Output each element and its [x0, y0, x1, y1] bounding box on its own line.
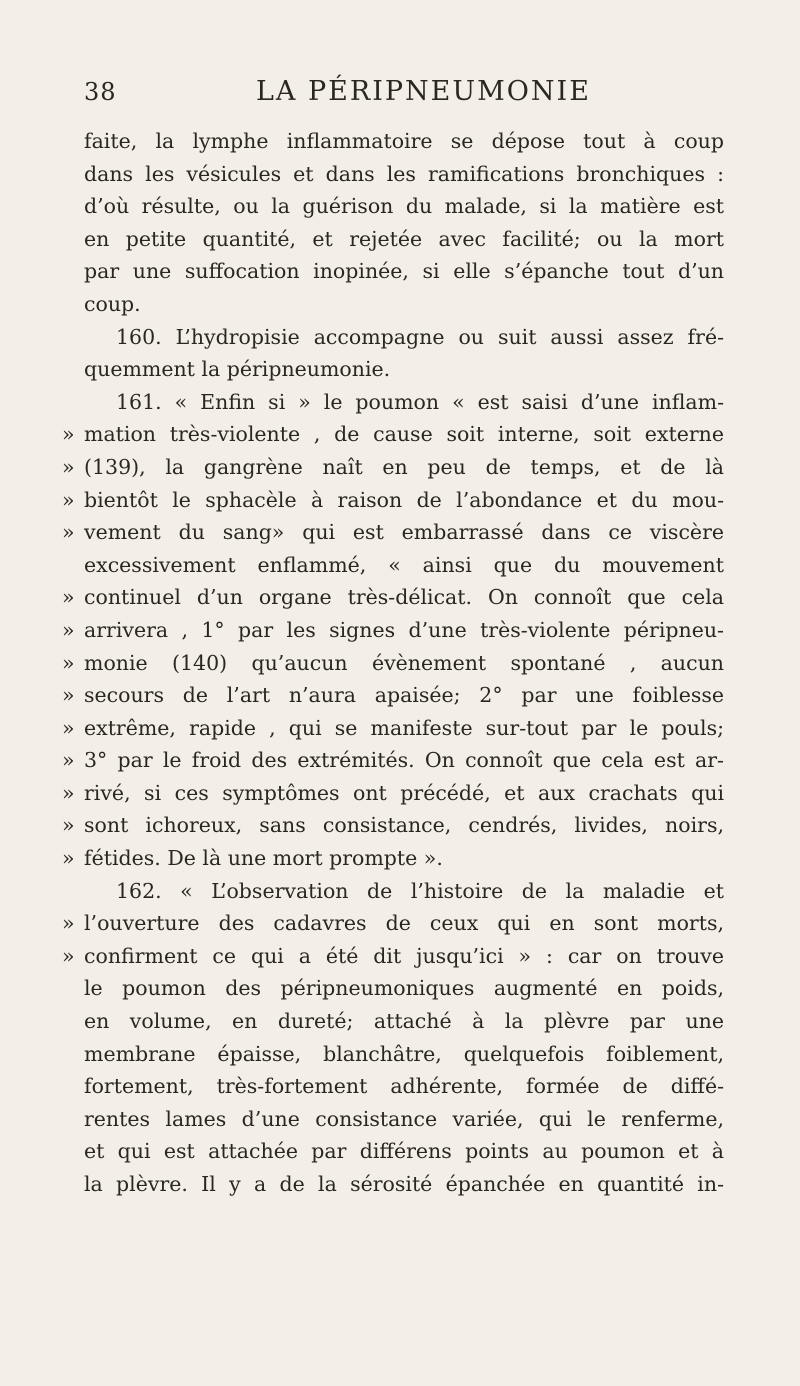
line-text: coup. — [84, 291, 141, 316]
text-line — [62, 809, 724, 842]
text-line — [84, 1070, 724, 1103]
page-header — [84, 78, 716, 118]
line-text: et qui est attachée par différens points au poumon et à — [84, 1139, 724, 1164]
text-line — [62, 907, 724, 940]
text-line — [62, 451, 724, 484]
text-line — [84, 1168, 724, 1201]
line-text: continuel d’un organe très-délicat. On connoît que cela — [84, 585, 724, 610]
line-text: 160. L’hydropisie accompagne ou suit aussi assez fré- — [116, 324, 724, 349]
quote-mark: » — [62, 422, 75, 447]
line-text: par une suffocation inopinée, si elle s’épanche tout d’un — [84, 259, 724, 284]
text-line — [62, 744, 724, 777]
quote-mark: » — [62, 585, 75, 610]
text-line — [62, 940, 724, 973]
quote-mark: » — [62, 487, 75, 512]
page-number: 38 — [84, 78, 117, 106]
text-line — [84, 875, 724, 908]
text-line — [62, 712, 724, 745]
text-line — [84, 353, 724, 386]
text-line — [62, 418, 724, 451]
text-line — [84, 1135, 724, 1168]
quote-mark: » — [62, 454, 75, 479]
quote-mark: » — [62, 846, 75, 871]
line-text: mation très-violente , de cause soit interne, soit externe — [84, 422, 724, 447]
text-line — [62, 842, 724, 875]
line-text: faite, la lymphe inflammatoire se dépose tout à coup — [84, 129, 724, 153]
quote-mark: » — [62, 617, 75, 642]
line-text: membrane épaisse, blanchâtre, quelquefois foiblement, — [84, 1041, 724, 1066]
text-line — [62, 581, 724, 614]
line-text: vement du sang» qui est embarrassé dans ce viscère — [84, 520, 724, 545]
text-line — [84, 1005, 724, 1038]
text-line — [62, 484, 724, 517]
line-text: monie (140) qu’aucun évènement spontané , aucun — [84, 650, 724, 675]
line-text: arrivera , 1° par les signes d’une très-violente péripneu- — [84, 617, 724, 642]
line-text: 161. « Enfin si » le poumon « est saisi d’une inflam- — [116, 389, 724, 414]
text-line — [84, 125, 724, 158]
line-text: rentes lames d’une consistance variée, qui le renferme, — [84, 1106, 724, 1131]
running-title: LA PÉRIPNEUMONIE — [256, 76, 591, 107]
quote-mark: » — [62, 813, 75, 838]
quote-mark: » — [62, 911, 75, 936]
line-text: sont ichoreux, sans consistance, cendrés, livides, noirs, — [84, 813, 724, 838]
text-line — [84, 158, 724, 191]
text-line — [84, 255, 724, 288]
text-line — [84, 972, 724, 1005]
line-text: extrême, rapide , qui se manifeste sur-tout par le pouls; — [84, 715, 724, 740]
text-line — [84, 321, 724, 354]
text-line — [62, 777, 724, 810]
quote-mark: » — [62, 943, 75, 968]
line-text: d’où résulte, ou la guérison du malade, si la matière est — [84, 194, 724, 219]
text-line — [84, 549, 724, 582]
line-text: le poumon des péripneumoniques augmenté en poids, — [84, 976, 724, 1001]
line-text: fortement, très-fortement adhérente, formée de diffé- — [84, 1074, 724, 1099]
line-text: bientôt le sphacèle à raison de l’abondance et du mou- — [84, 487, 724, 512]
line-text: l’ouverture des cadavres de ceux qui en sont morts, — [84, 911, 724, 936]
quote-mark: » — [62, 715, 75, 740]
text-line — [84, 288, 724, 321]
text-line — [84, 223, 724, 256]
line-text: en volume, en dureté; attaché à la plèvre par une — [84, 1009, 724, 1034]
line-text: (139), la gangrène naît en peu de temps, et de là — [84, 454, 724, 479]
line-text: 3° par le froid des extrémités. On connoît que cela est ar- — [84, 748, 724, 773]
text-line — [62, 647, 724, 680]
text-line — [84, 386, 724, 419]
text-line — [62, 614, 724, 647]
body-text — [62, 125, 724, 1201]
line-text: secours de l’art n’aura apaisée; 2° par une foiblesse — [84, 683, 724, 708]
line-text: 162. « L’observation de l’histoire de la maladie et — [116, 878, 724, 903]
line-text: la plèvre. Il y a de la sérosité épanchée en quantité in- — [84, 1172, 724, 1196]
quote-mark: » — [62, 520, 75, 545]
quote-mark: » — [62, 650, 75, 675]
quote-mark: » — [62, 748, 75, 773]
text-line — [62, 679, 724, 712]
line-text: dans les vésicules et dans les ramifications bronchiques : — [84, 161, 724, 186]
line-text: excessivement enflammé, « ainsi que du mouvement — [84, 552, 724, 577]
quote-mark: » — [62, 683, 75, 708]
line-text: en petite quantité, et rejetée avec facilité; ou la mort — [84, 226, 724, 251]
text-line — [62, 516, 724, 549]
text-line — [84, 190, 724, 223]
quote-mark: » — [62, 780, 75, 805]
line-text: quemment la péripneumonie. — [84, 357, 391, 382]
text-line — [84, 1038, 724, 1071]
line-text: rivé, si ces symptômes ont précédé, et aux crachats qui — [84, 780, 724, 805]
line-text: fétides. De là une mort prompte ». — [84, 846, 443, 871]
text-line — [84, 1103, 724, 1136]
line-text: confirment ce qui a été dit jusqu’ici » : car on trouve — [84, 943, 724, 968]
